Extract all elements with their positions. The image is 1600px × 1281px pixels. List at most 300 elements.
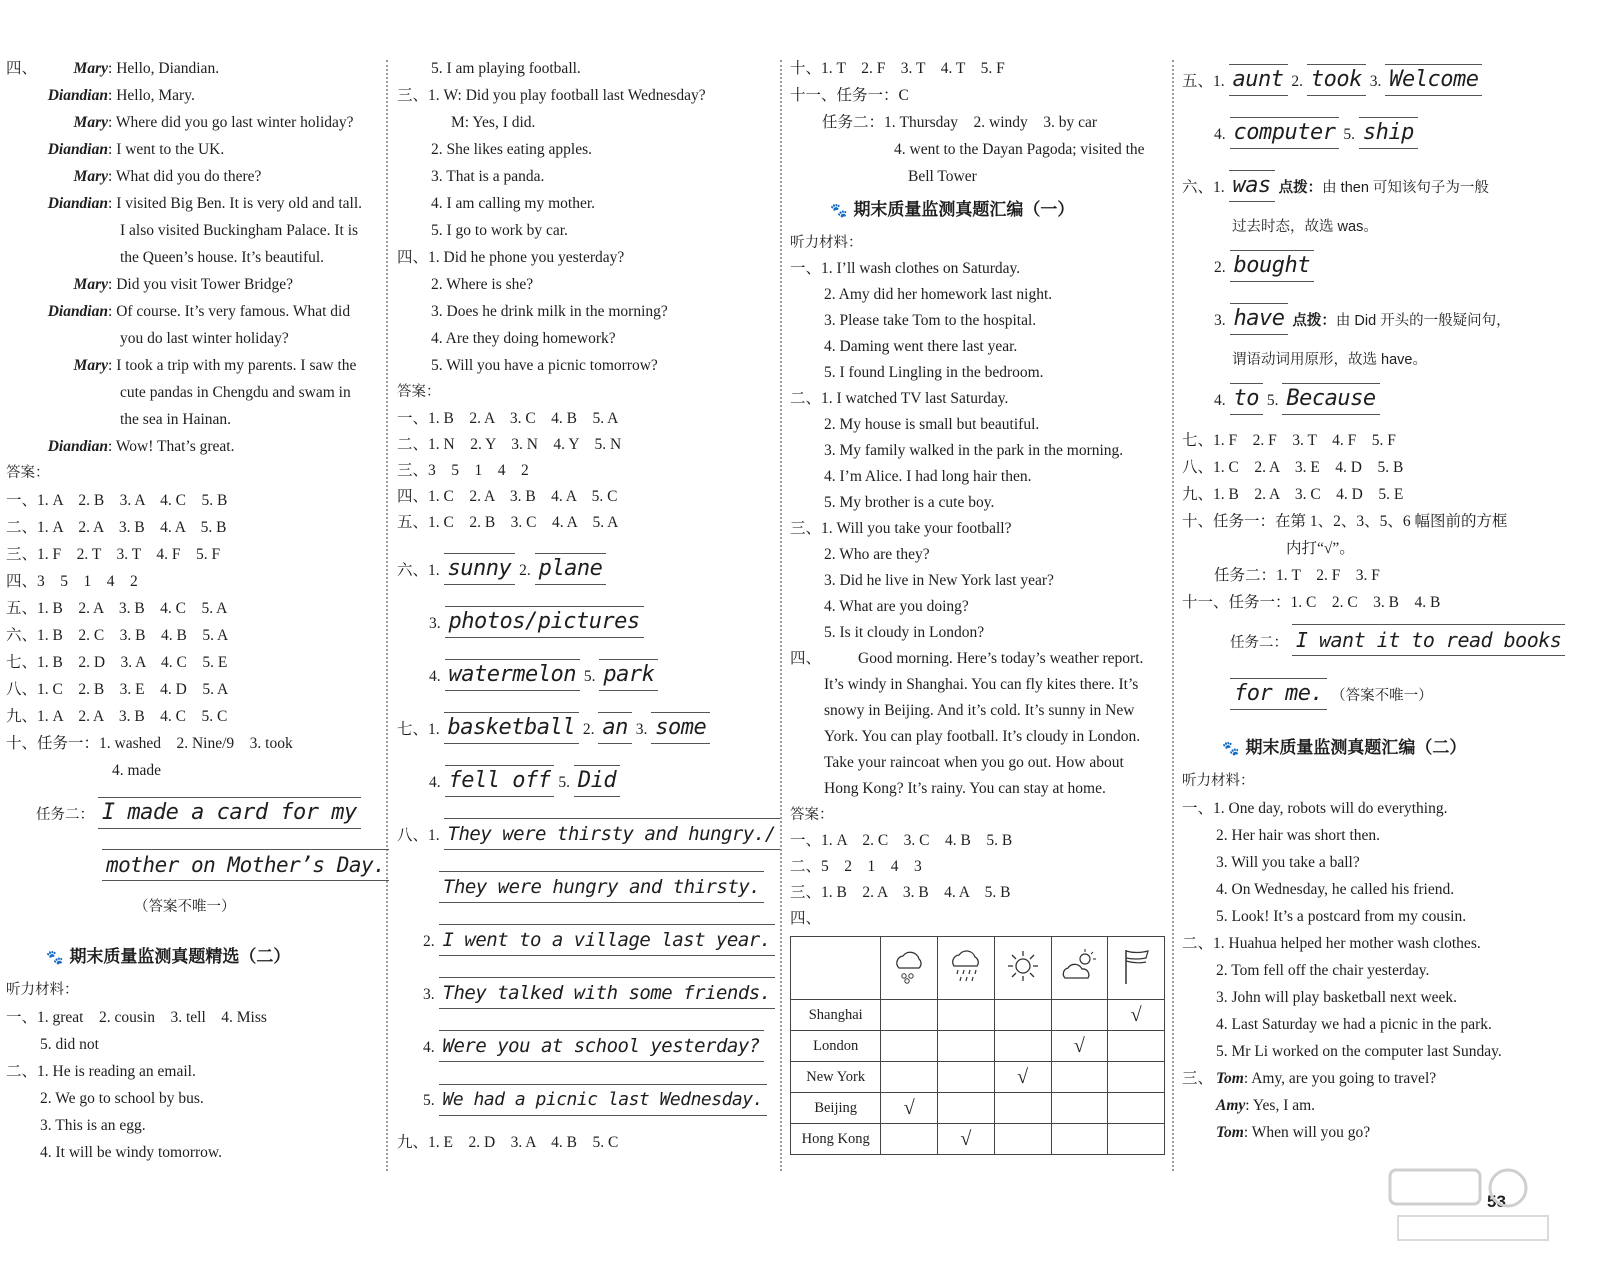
handwritten-answer: They were thirsty and hungry./: [444, 818, 780, 850]
header-text: 期末质量监测真题精选（二）: [69, 947, 291, 966]
dialog-text: the sea in Hainan.: [120, 411, 232, 428]
section-label: 六、: [397, 562, 429, 579]
dialog-text: I took a trip with my parents. I saw the: [116, 357, 357, 374]
weather-icon-cell: [938, 937, 995, 1000]
listening-line: 5. Mr Li worked on the computer last Sunday.: [1216, 1043, 1502, 1060]
hw-row: [397, 650, 777, 703]
tip-label: 点拨：: [1292, 313, 1336, 329]
hw-row: [1182, 108, 1582, 161]
speaker-name: Amy: [1216, 1097, 1246, 1114]
handwritten-answer: bought: [1230, 250, 1314, 282]
tip-text: 由 Did 开头的一般疑问句，: [1335, 313, 1511, 329]
section-label: 三、: [1182, 1070, 1214, 1087]
weather-icon-row: [791, 937, 1165, 1000]
hw-row: [1182, 374, 1582, 427]
handwritten-answer: for me.: [1230, 678, 1327, 710]
item-number: 4.: [429, 774, 441, 791]
listen-label: 听力材料：: [790, 235, 863, 251]
handwritten-answer: mother on Mother’s Day.: [102, 849, 389, 881]
check-mark: √: [1017, 1065, 1029, 1088]
item-number: 4.: [423, 1039, 435, 1056]
table-cell: [994, 1062, 1051, 1093]
item-number: 2.: [423, 933, 435, 950]
city-cell: London: [791, 1031, 881, 1062]
speaker-name: Tom: [1216, 1124, 1244, 1141]
report-line: [790, 776, 1165, 802]
listening-line: 3. Please take Tom to the hospital.: [824, 312, 1037, 329]
item-number: 2.: [1214, 259, 1226, 276]
hw-row: [1182, 55, 1582, 108]
answer-line: 任务二：1. Thursday 2. windy 3. by car: [822, 114, 1098, 131]
handwritten-answer: Did: [574, 765, 620, 797]
column-1: [6, 55, 384, 1166]
answers-list: [6, 487, 384, 757]
dialog-text: Amy, are you going to travel?: [1251, 1070, 1437, 1087]
city-cell: Hong Kong: [791, 1124, 881, 1155]
speaker-name: Diandian: [47, 141, 108, 158]
sun-icon: [1003, 946, 1043, 986]
listening-line: 三、1. Will you take your football?: [790, 520, 1012, 537]
dialog-line: 三、 Tom: Amy, are you going to travel?: [1182, 1065, 1582, 1092]
task2-row: [6, 788, 384, 841]
table-cell: [938, 1093, 995, 1124]
listening-line: 2. Who are they?: [824, 546, 930, 563]
table-row: [791, 1031, 1165, 1062]
dialog-line: Mary: Did you visit Tower Bridge?: [6, 271, 384, 298]
item-number: 3.: [635, 721, 648, 738]
header-text: 期末质量监测真题汇编（二）: [1245, 738, 1467, 757]
dialog-text: Where did you go last winter holiday?: [115, 114, 354, 131]
city-cell: Beijing: [791, 1093, 881, 1124]
item-number: 4.: [1214, 126, 1226, 143]
dialog-line: Mary: What did you do there?: [6, 163, 384, 190]
table-cell: [994, 1124, 1051, 1155]
handwritten-answer: park: [599, 659, 658, 691]
speaker-name: Diandian: [47, 438, 108, 455]
listening-line: 4. On Wednesday, he called his friend.: [1216, 881, 1455, 898]
dialog-section: [6, 55, 384, 460]
answer-line: 九、1. E 2. D 3. A 4. B 5. C: [397, 1134, 619, 1151]
answer-line: 一、1. A 2. B 3. A 4. C 5. B: [6, 492, 228, 509]
handwritten-answer: I want it to read books: [1292, 624, 1565, 656]
header-text: 期末质量监测真题汇编（一）: [853, 200, 1075, 219]
table-cell: [1108, 1062, 1165, 1093]
hw-row: [397, 915, 777, 968]
answer-line: 一、1. A 2. C 3. C 4. B 5. B: [790, 832, 1013, 849]
listening-line: 2. Amy did her homework last night.: [824, 286, 1053, 303]
section-label: 五、: [1182, 73, 1214, 90]
answer-line: 4. went to the Dayan Pagoda; visited the: [894, 141, 1145, 158]
answer-line: 四、3 5 1 4 2: [6, 573, 138, 590]
dialog-line: [6, 217, 384, 244]
handwritten-answer: Were you at school yesterday?: [439, 1030, 764, 1062]
dialog-line: [6, 244, 384, 271]
paw-icon: 🐾: [1222, 740, 1240, 756]
paw-icon: 🐾: [46, 949, 64, 965]
item-number: 3.: [1369, 73, 1382, 90]
listening-line: 5. I found Lingling in the bedroom.: [824, 364, 1044, 381]
answer-line: 八、1. C 2. A 3. E 4. D 5. B: [1182, 459, 1404, 476]
hw-row: [397, 597, 777, 650]
speaker-name: Mary: [73, 114, 108, 131]
weather-report: [790, 646, 1165, 802]
answer-line: 五、1. B 2. A 3. B 4. C 5. A: [6, 600, 228, 617]
answer-line: 三、1. B 2. A 3. B 4. A 5. B: [790, 884, 1011, 901]
rain-cloud-icon: [946, 946, 986, 986]
table-cell: [938, 1031, 995, 1062]
item-number: 1.: [1213, 73, 1225, 90]
table-row: [791, 1062, 1165, 1093]
handwritten-answer: fell off: [445, 765, 555, 797]
hw-row: [1182, 294, 1582, 347]
listening-line: 3. Will you take a ball?: [1216, 854, 1360, 871]
report-text: Take your raincoat when you go out. How about: [824, 754, 1124, 771]
column-2: [397, 55, 777, 1156]
item-number: 5.: [1266, 392, 1279, 409]
dialog-line: Diandian: I went to the UK.: [6, 136, 384, 163]
section-label: 八、: [397, 827, 429, 844]
listening-line: 一、1. great 2. cousin 3. tell 4. Miss: [6, 1009, 267, 1026]
city-cell: New York: [791, 1062, 881, 1093]
table-cell: [881, 1093, 938, 1124]
task2-row: [1182, 616, 1582, 669]
answer-line: 八、1. C 2. B 3. E 4. D 5. A: [6, 681, 229, 698]
answers-label: 答案：: [6, 465, 50, 481]
item-number: 3.: [1214, 312, 1226, 329]
speaker-name: Mary: [73, 168, 108, 185]
dialog-line: Tom: When will you go?: [1216, 1124, 1371, 1141]
speaker-name: Diandian: [47, 303, 108, 320]
handwritten-answer: We had a picnic last Wednesday.: [439, 1084, 767, 1116]
handwritten-answer: aunt: [1229, 64, 1288, 96]
answer-line: 4. made: [112, 762, 162, 779]
item-number: 5.: [423, 1092, 435, 1109]
report-text: York. You can play football. It’s cloudy in London.: [824, 728, 1141, 745]
dialog-text: Hello, Mary.: [116, 87, 195, 104]
hw-row: [1182, 241, 1582, 294]
answer-line: 二、5 2 1 4 3: [790, 858, 922, 875]
handwritten-answer: photos/pictures: [445, 606, 644, 638]
listening-line: 5. Is it cloudy in London?: [824, 624, 985, 641]
listening-line: 5. My brother is a cute boy.: [824, 494, 995, 511]
answer-line: 九、1. A 2. A 3. B 4. C 5. C: [6, 708, 228, 725]
column-divider: [780, 60, 782, 1171]
answer-line: 三、1. F 2. T 3. T 4. F 5. F: [6, 546, 221, 563]
answers-label: 答案：: [397, 384, 441, 400]
answer-line: 九、1. B 2. A 3. C 4. D 5. E: [1182, 486, 1404, 503]
listening-line: 4. Are they doing homework?: [431, 330, 616, 347]
listening-line: 一、1. One day, robots will do everything.: [1182, 800, 1448, 817]
answer-line: 一、1. B 2. A 3. C 4. B 5. A: [397, 410, 619, 427]
listening-line: 2. Where is she?: [431, 276, 534, 293]
hw-row: [397, 544, 777, 597]
check-mark: √: [1073, 1034, 1085, 1057]
handwritten-answer: I made a card for my: [98, 797, 361, 829]
handwritten-answer: Welcome: [1385, 64, 1482, 96]
watermark-logo: [1388, 1166, 1558, 1246]
handwritten-answer: some: [651, 712, 710, 744]
hw-row: [397, 809, 777, 862]
speaker-name: Mary: [73, 357, 108, 374]
listening-line: 2. She likes eating apples.: [431, 141, 592, 158]
listening-line: 2. Tom fell off the chair yesterday.: [1216, 962, 1430, 979]
weather-icon-cell: [1108, 937, 1165, 1000]
table-cell: [1051, 1062, 1108, 1093]
note: （答案不唯一）: [1331, 688, 1433, 704]
listening-line: 2. My house is small but beautiful.: [824, 416, 1040, 433]
item-number: 4.: [429, 668, 441, 685]
listening-list: [790, 256, 1165, 646]
item-number: 5.: [583, 668, 596, 685]
listen-label: 听力材料：: [1182, 773, 1255, 789]
dialog-text: Wow! That’s great.: [115, 438, 235, 455]
dialog-text: Did you visit Tower Bridge?: [116, 276, 294, 293]
answer-line: 二、1. N 2. Y 3. N 4. Y 5. N: [397, 436, 622, 453]
listening-line: M: Yes, I did.: [451, 114, 536, 131]
section-label: 四、: [6, 60, 38, 77]
hw-row: [397, 756, 777, 809]
table-cell: [1108, 1124, 1165, 1155]
table-row: [791, 1000, 1165, 1031]
answer-line: 四、1. C 2. A 3. B 4. A 5. C: [397, 488, 618, 505]
answer-line: 二、1. A 2. A 3. B 4. A 5. B: [6, 519, 227, 536]
dialog-text: When will you go?: [1251, 1124, 1371, 1141]
handwritten-answer: sunny: [444, 553, 516, 585]
answer-line: 内打“√”。: [1286, 540, 1355, 557]
listening-line: 3. My family walked in the park in the morning.: [824, 442, 1124, 459]
report-line: [790, 750, 1165, 776]
handwritten-answer: I went to a village last year.: [439, 924, 775, 956]
dialog-line: Diandian: Wow! That’s great.: [6, 433, 384, 460]
speaker-name: Diandian: [47, 87, 108, 104]
item-number: 1.: [1213, 179, 1225, 196]
dialog-text: Hello, Diandian.: [116, 60, 220, 77]
note: （答案不唯一）: [134, 899, 236, 915]
speaker-name: Diandian: [47, 195, 108, 212]
item-number: 1.: [428, 827, 440, 844]
item-number: 5.: [558, 774, 570, 791]
answer-line: 十、任务一：1. washed 2. Nine/9 3. took: [6, 735, 293, 752]
dialog-line: Amy: Yes, I am.: [1216, 1097, 1316, 1114]
table-cell: [881, 1062, 938, 1093]
listening-line: 3. That is a panda.: [431, 168, 545, 185]
dialog-text: the Queen’s house. It’s beautiful.: [120, 249, 325, 266]
dialog-line: [6, 379, 384, 406]
column-divider: [386, 60, 388, 1171]
answer-line: 十一、任务一：1. C 2. C 3. B 4. B: [1182, 594, 1441, 611]
listening-line: 2. We go to school by bus.: [40, 1090, 204, 1107]
listening-line: 3. This is an egg.: [40, 1117, 146, 1134]
report-line: [790, 646, 1165, 672]
listening-list: [6, 1004, 384, 1166]
answers-list: [1182, 427, 1582, 616]
table-cell: [881, 1124, 938, 1155]
dialog-text: I visited Big Ben. It is very old and tall.: [116, 195, 363, 212]
answer-line: Bell Tower: [908, 168, 977, 185]
listening-line: 四、1. Did he phone you yesterday?: [397, 249, 625, 266]
dialog-line: Mary: I took a trip with my parents. I saw the: [6, 352, 384, 379]
section-label: 六、: [1182, 179, 1214, 196]
listening-line: 5. Will you have a picnic tomorrow?: [431, 357, 658, 374]
cloud-sun-icon: [1059, 946, 1099, 986]
listening-line: 三、1. W: Did you play football last Wednesday?: [397, 87, 706, 104]
dialog-line: Diandian: Hello, Mary.: [6, 82, 384, 109]
column-4: [1182, 55, 1582, 1146]
tip-text: 由 then 可知该句子为一般: [1322, 180, 1489, 196]
dialog-text: cute pandas in Chengdu and swam in: [120, 384, 351, 401]
hw-row: [397, 703, 777, 756]
table-cell: [1108, 1000, 1165, 1031]
listening-list: [397, 55, 777, 379]
tip-text: 过去时态，故选 was。: [1232, 219, 1378, 235]
handwritten-answer: plane: [535, 553, 607, 585]
handwritten-answer: ship: [1359, 117, 1418, 149]
table-row: [791, 1093, 1165, 1124]
listening-line: 一、1. I’ll wash clothes on Saturday.: [790, 260, 1021, 277]
speaker-name: Mary: [73, 276, 108, 293]
section-header: [1182, 728, 1582, 768]
handwritten-answer: took: [1307, 64, 1366, 96]
tip-text: 谓语动词用原形，故选 have。: [1232, 352, 1427, 368]
listening-line: 4. Daming went there last year.: [824, 338, 1018, 355]
section-header: [790, 190, 1165, 230]
section-label: 四、: [790, 650, 822, 667]
table-cell: [1051, 1124, 1108, 1155]
section-header: [6, 937, 384, 977]
handwritten-answer: watermelon: [445, 659, 580, 691]
answer-line: 三、3 5 1 4 2: [397, 462, 529, 479]
handwritten-answer: have: [1230, 303, 1289, 335]
weather-table: [790, 936, 1165, 1155]
weather-table-body: [791, 1000, 1165, 1155]
table-cell: [994, 1000, 1051, 1031]
task2-row: [6, 841, 384, 894]
dialog-text: Of course. It’s very famous. What did: [116, 303, 351, 320]
table-cell: [881, 1000, 938, 1031]
hw-row: [1182, 161, 1582, 214]
table-cell: [994, 1031, 1051, 1062]
table-cell: [881, 1031, 938, 1062]
page-number: 53: [1487, 1192, 1506, 1211]
hw-row: [397, 968, 777, 1021]
task2-label: 任务二：: [1230, 635, 1288, 651]
dialog-line: Diandian: Of course. It’s very famous. What did: [6, 298, 384, 325]
answer-line: 四、: [790, 910, 822, 927]
report-text: Hong Kong? It’s rainy. You can stay at home.: [824, 780, 1106, 797]
table-cell: [1108, 1031, 1165, 1062]
item-number: 2.: [519, 562, 531, 579]
paw-icon: 🐾: [830, 202, 848, 218]
item-number: 3.: [429, 615, 441, 632]
listening-line: 4. What are you doing?: [824, 598, 969, 615]
table-cell: [1051, 1031, 1108, 1062]
task2-label: 任务二：: [36, 807, 94, 823]
listening-line: 5. did not: [40, 1036, 99, 1053]
report-text: Good morning. Here’s today’s weather report.: [858, 650, 1144, 667]
dialog-text: I also visited Buckingham Palace. It is: [120, 222, 359, 239]
report-text: It’s windy in Shanghai. You can fly kites there. It’s: [824, 676, 1139, 693]
item-number: 2.: [1291, 73, 1303, 90]
listening-line: 5. Look! It’s a postcard from my cousin.: [1216, 908, 1467, 925]
section-label: 七、: [397, 721, 429, 738]
dialog-text: What did you do there?: [115, 168, 262, 185]
handwritten-answer: basketball: [444, 712, 579, 744]
answer-line: 十、1. T 2. F 3. T 4. T 5. F: [790, 60, 1005, 77]
check-mark: √: [903, 1096, 915, 1119]
weather-icon-cell: [881, 937, 938, 1000]
report-line: [790, 724, 1165, 750]
item-number: 4.: [1214, 392, 1226, 409]
table-cell: [938, 1000, 995, 1031]
listening-line: 3. John will play basketball next week.: [1216, 989, 1458, 1006]
city-cell: Shanghai: [791, 1000, 881, 1031]
listening-line: 4. It will be windy tomorrow.: [40, 1144, 222, 1161]
answer-line: 五、1. C 2. B 3. C 4. A 5. A: [397, 514, 619, 531]
answer-line: 任务二：1. T 2. F 3. F: [1214, 567, 1380, 584]
weather-icon-cell: [1051, 937, 1108, 1000]
speaker-name: Tom: [1216, 1070, 1244, 1087]
dialog-text: I went to the UK.: [116, 141, 225, 158]
answers-list: [790, 55, 1165, 190]
report-text: snowy in Beijing. And it’s cold. It’s sunny in New: [824, 702, 1135, 719]
report-line: [790, 672, 1165, 698]
listening-line: 5. I am playing football.: [431, 60, 581, 77]
answer-line: 七、1. B 2. D 3. A 4. C 5. E: [6, 654, 228, 671]
dialog-line: Diandian: I visited Big Ben. It is very old and tall.: [6, 190, 384, 217]
handwritten-answer: an: [598, 712, 632, 744]
listening-line: 4. Last Saturday we had a picnic in the park.: [1216, 1016, 1492, 1033]
hw-row: [397, 1021, 777, 1074]
table-cell: [994, 1093, 1051, 1124]
hw-row: [397, 862, 777, 915]
handwritten-answer: They were hungry and thirsty.: [439, 871, 764, 903]
table-cell: [938, 1062, 995, 1093]
listening-line: 二、1. Huahua helped her mother wash clothes.: [1182, 935, 1481, 952]
table-corner: [791, 937, 881, 1000]
listening-line: 3. Did he live in New York last year?: [824, 572, 1054, 589]
item-number: 1.: [428, 562, 440, 579]
handwritten-answer: was: [1229, 170, 1275, 202]
dialog-line: Mary: Where did you go last winter holiday?: [6, 109, 384, 136]
answer-line: 十、任务一：在第 1、2、3、5、6 幅图前的方框: [1182, 513, 1508, 530]
table-cell: [938, 1124, 995, 1155]
task2-row: [1182, 669, 1582, 722]
listening-list: [1182, 795, 1582, 1065]
listening-line: 3. Does he drink milk in the morning?: [431, 303, 668, 320]
answer-line: 七、1. F 2. F 3. T 4. F 5. F: [1182, 432, 1396, 449]
answer-line: 六、1. B 2. C 3. B 4. B 5. A: [6, 627, 229, 644]
dialog-text: you do last winter holiday?: [120, 330, 289, 347]
answers-list: [397, 406, 777, 536]
handwritten-answer: They talked with some friends.: [439, 977, 775, 1009]
table-cell: [1108, 1093, 1165, 1124]
handwritten-answer: to: [1230, 383, 1264, 415]
column-divider: [1172, 60, 1174, 1171]
hw-row: [397, 1074, 777, 1127]
dialog-text: Yes, I am.: [1252, 1097, 1316, 1114]
dialog-section: [1182, 1065, 1582, 1146]
listening-line: 二、1. I watched TV last Saturday.: [790, 390, 1009, 407]
column-3: [790, 55, 1165, 1155]
item-number: 3.: [423, 986, 435, 1003]
table-cell: [1051, 1093, 1108, 1124]
item-number: 5.: [1343, 126, 1355, 143]
handwritten-answer: computer: [1230, 117, 1340, 149]
dialog-line: [6, 406, 384, 433]
answers-list: [790, 828, 1165, 932]
tip-label: 点拨：: [1278, 180, 1323, 196]
item-number: 2.: [582, 721, 595, 738]
